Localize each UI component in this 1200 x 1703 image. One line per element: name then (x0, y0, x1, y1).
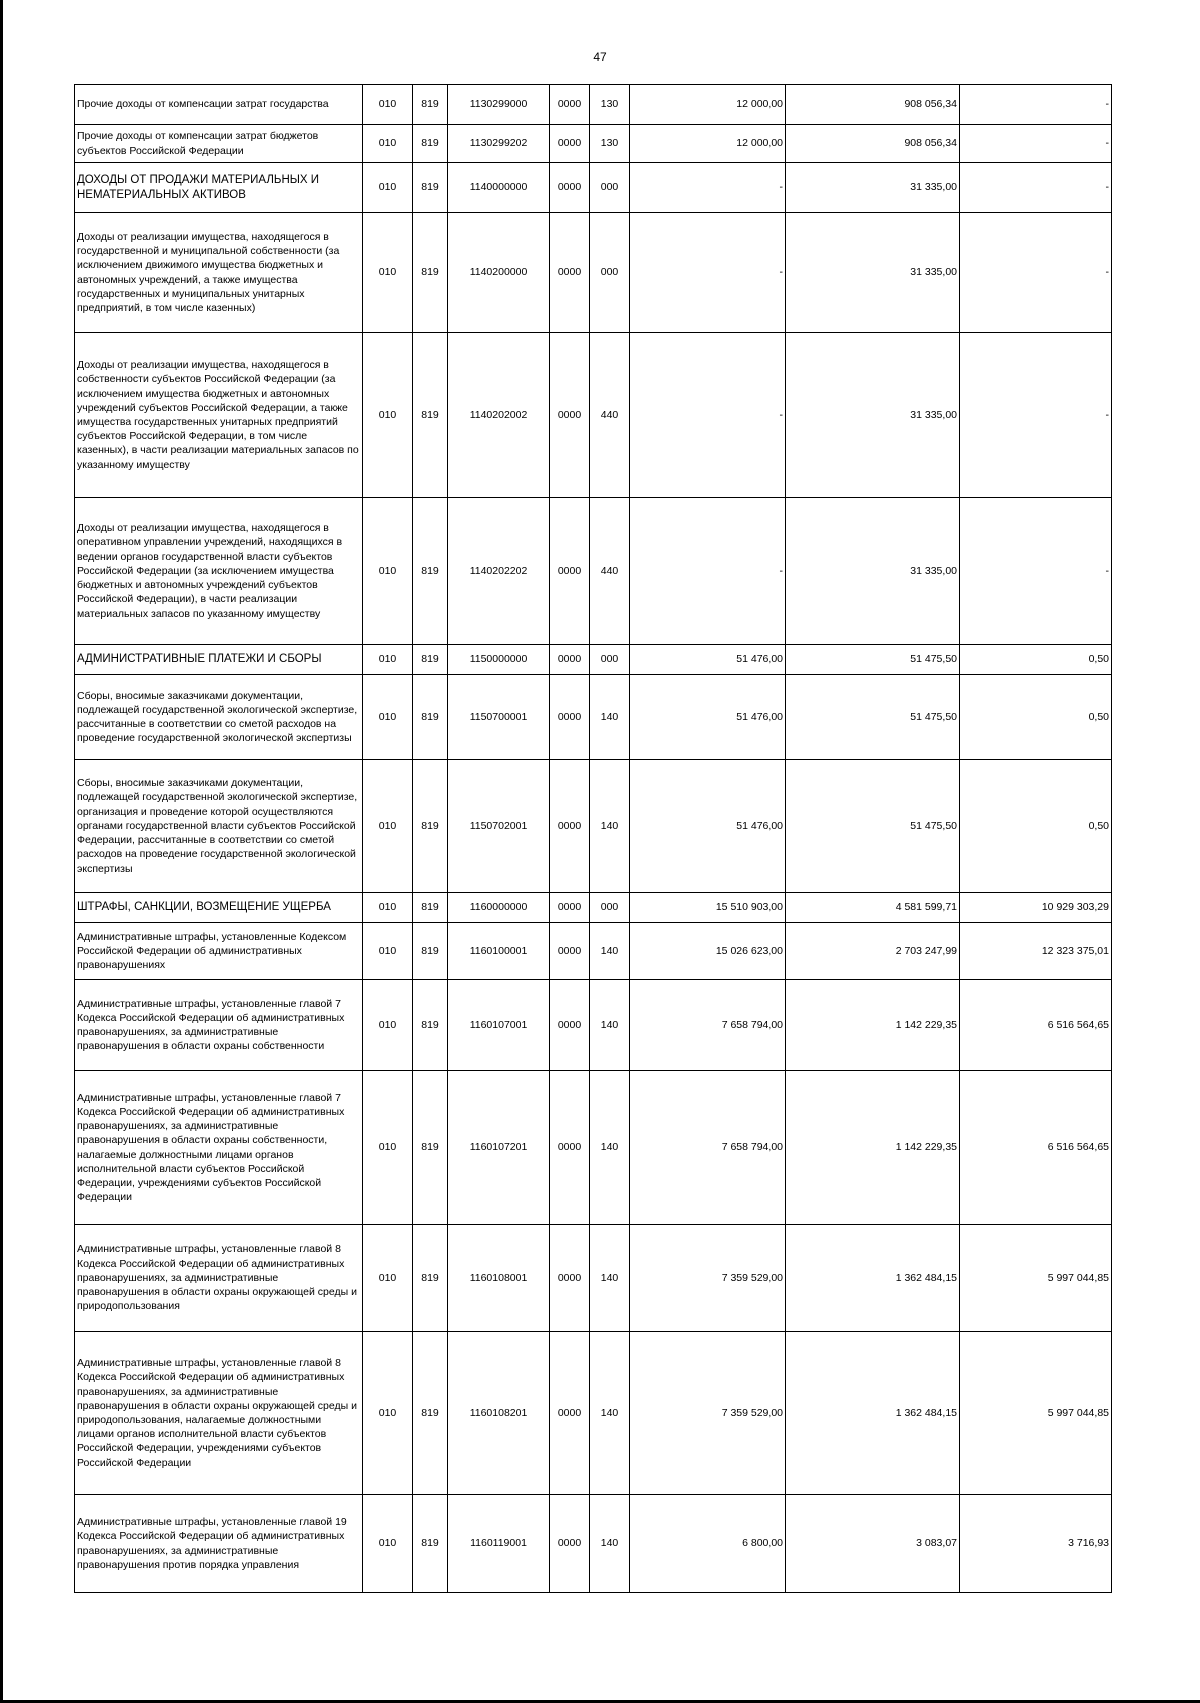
cell-name: Административные штрафы, установленные главой 8 Кодекса Российской Федерации об административных правонарушениях, за административные правонарушения в области охраны окружающей среды и природопользования, налагаемые должностными лицами органов исполнительной власти субъектов Российской Федерации, учреждениями субъектов Российской Федерации (75, 1332, 363, 1495)
cell-executed-value: 908 056,34 (786, 85, 960, 125)
table-row (75, 675, 1112, 760)
revenue-table (74, 84, 1112, 1593)
cell-name: Доходы от реализации имущества, находящегося в собственности субъектов Российской Федерации (за исключением имущества бюджетных и автономных учреждений субъектов Российской Федерации, а также имущества государственных унитарных предприятий субъектов Российской Федерации, в том числе казенных), в части реализации материальных запасов по указанному имуществу (75, 333, 363, 498)
table-row (75, 1071, 1112, 1225)
cell-unexecuted-value: 0,50 (960, 645, 1112, 675)
cell-name: Сборы, вносимые заказчиками документации, подлежащей государственной экологической экспертизе, организация и проведение которой осуществляются органами государственной власти субъектов Российской Федерации, рассчитанные в соответствии со сметой расходов на проведение государственной экологической экспертизы (75, 760, 363, 893)
cell-admin-code: 010 (363, 645, 413, 675)
cell-name: ДОХОДЫ ОТ ПРОДАЖИ МАТЕРИАЛЬНЫХ И НЕМАТЕРИАЛЬНЫХ АКТИВОВ (75, 163, 363, 213)
cell-kosgu-code: 000 (590, 645, 630, 675)
scan-edge-left (0, 0, 3, 1703)
cell-kbk-code: 1150000000 (448, 645, 550, 675)
cell-planned-value: 7 658 794,00 (630, 1071, 786, 1225)
cell-program-code: 0000 (550, 760, 590, 893)
cell-program-code: 0000 (550, 163, 590, 213)
cell-admin-code: 010 (363, 893, 413, 923)
cell-program-code: 0000 (550, 85, 590, 125)
cell-kosgu-code: 140 (590, 1071, 630, 1225)
cell-gradm-code: 819 (413, 760, 448, 893)
cell-planned-value: 51 476,00 (630, 760, 786, 893)
cell-executed-value: 908 056,34 (786, 125, 960, 163)
cell-gradm-code: 819 (413, 333, 448, 498)
cell-name: АДМИНИСТРАТИВНЫЕ ПЛАТЕЖИ И СБОРЫ (75, 645, 363, 675)
cell-gradm-code: 819 (413, 1332, 448, 1495)
cell-name: Административные штрафы, установленные главой 19 Кодекса Российской Федерации об административных правонарушениях, за административные правонарушения против порядка управления (75, 1495, 363, 1593)
cell-unexecuted-value: 0,50 (960, 675, 1112, 760)
cell-gradm-code: 819 (413, 1071, 448, 1225)
cell-unexecuted-value: 5 997 044,85 (960, 1332, 1112, 1495)
cell-program-code: 0000 (550, 675, 590, 760)
cell-kosgu-code: 130 (590, 85, 630, 125)
cell-name: Прочие доходы от компенсации затрат государства (75, 85, 363, 125)
cell-planned-value: 12 000,00 (630, 85, 786, 125)
cell-unexecuted-value: 6 516 564,65 (960, 980, 1112, 1071)
cell-unexecuted-value: - (960, 85, 1112, 125)
cell-kosgu-code: 440 (590, 498, 630, 645)
cell-kbk-code: 1140200000 (448, 213, 550, 333)
cell-gradm-code: 819 (413, 645, 448, 675)
cell-executed-value: 1 142 229,35 (786, 1071, 960, 1225)
cell-planned-value: 7 359 529,00 (630, 1225, 786, 1332)
cell-name: ШТРАФЫ, САНКЦИИ, ВОЗМЕЩЕНИЕ УЩЕРБА (75, 893, 363, 923)
cell-kbk-code: 1160107001 (448, 980, 550, 1071)
cell-executed-value: 51 475,50 (786, 675, 960, 760)
cell-unexecuted-value: 0,50 (960, 760, 1112, 893)
cell-program-code: 0000 (550, 125, 590, 163)
cell-gradm-code: 819 (413, 675, 448, 760)
cell-executed-value: 51 475,50 (786, 645, 960, 675)
table-body (75, 85, 1112, 1593)
cell-executed-value: 31 335,00 (786, 498, 960, 645)
cell-planned-value: 12 000,00 (630, 125, 786, 163)
cell-kosgu-code: 140 (590, 923, 630, 980)
cell-admin-code: 010 (363, 980, 413, 1071)
table-row (75, 645, 1112, 675)
cell-kosgu-code: 140 (590, 760, 630, 893)
cell-admin-code: 010 (363, 1071, 413, 1225)
table-row (75, 980, 1112, 1071)
page-number: 47 (593, 50, 607, 64)
cell-name: Доходы от реализации имущества, находящегося в государственной и муниципальной собственности (за исключением движимого имущества бюджетных и автономных учреждений, а также имущества государственных и муниципальных унитарных предприятий, в том числе казенных) (75, 213, 363, 333)
cell-executed-value: 31 335,00 (786, 333, 960, 498)
cell-gradm-code: 819 (413, 498, 448, 645)
table-row (75, 893, 1112, 923)
cell-program-code: 0000 (550, 923, 590, 980)
cell-kbk-code: 1150702001 (448, 760, 550, 893)
cell-executed-value: 1 362 484,15 (786, 1332, 960, 1495)
cell-kosgu-code: 000 (590, 893, 630, 923)
cell-kosgu-code: 140 (590, 675, 630, 760)
cell-gradm-code: 819 (413, 1225, 448, 1332)
cell-gradm-code: 819 (413, 125, 448, 163)
cell-kosgu-code: 140 (590, 980, 630, 1071)
cell-name: Доходы от реализации имущества, находящегося в оперативном управлении учреждений, находящихся в ведении органов государственной власти субъектов Российской Федерации (за исключением имущества бюджетных и автономных учреждений субъектов Российской Федерации), в части реализации материальных запасов по указанному имуществу (75, 498, 363, 645)
cell-admin-code: 010 (363, 333, 413, 498)
cell-unexecuted-value: - (960, 333, 1112, 498)
cell-program-code: 0000 (550, 645, 590, 675)
cell-planned-value: - (630, 163, 786, 213)
cell-name: Административные штрафы, установленные главой 7 Кодекса Российской Федерации об административных правонарушениях, за административные правонарушения в области охраны собственности, налагаемые должностными лицами органов исполнительной власти субъектов Российской Федерации, учреждениями субъектов Российской Федерации (75, 1071, 363, 1225)
cell-program-code: 0000 (550, 333, 590, 498)
cell-kosgu-code: 000 (590, 163, 630, 213)
cell-gradm-code: 819 (413, 163, 448, 213)
table-row (75, 213, 1112, 333)
table-row (75, 498, 1112, 645)
cell-admin-code: 010 (363, 163, 413, 213)
cell-gradm-code: 819 (413, 893, 448, 923)
cell-admin-code: 010 (363, 498, 413, 645)
cell-planned-value: 7 658 794,00 (630, 980, 786, 1071)
cell-kosgu-code: 130 (590, 125, 630, 163)
cell-unexecuted-value: - (960, 498, 1112, 645)
cell-executed-value: 2 703 247,99 (786, 923, 960, 980)
table-row (75, 125, 1112, 163)
cell-kbk-code: 1160119001 (448, 1495, 550, 1593)
cell-program-code: 0000 (550, 213, 590, 333)
cell-program-code: 0000 (550, 1071, 590, 1225)
cell-unexecuted-value: - (960, 125, 1112, 163)
cell-gradm-code: 819 (413, 980, 448, 1071)
cell-planned-value: 51 476,00 (630, 645, 786, 675)
cell-kosgu-code: 140 (590, 1332, 630, 1495)
cell-kbk-code: 1140202202 (448, 498, 550, 645)
table-row (75, 85, 1112, 125)
cell-kbk-code: 1140000000 (448, 163, 550, 213)
cell-admin-code: 010 (363, 125, 413, 163)
cell-planned-value: 15 026 623,00 (630, 923, 786, 980)
cell-name: Прочие доходы от компенсации затрат бюджетов субъектов Российской Федерации (75, 125, 363, 163)
cell-admin-code: 010 (363, 85, 413, 125)
cell-unexecuted-value: 5 997 044,85 (960, 1225, 1112, 1332)
cell-executed-value: 1 142 229,35 (786, 980, 960, 1071)
cell-kosgu-code: 140 (590, 1225, 630, 1332)
cell-kbk-code: 1160108001 (448, 1225, 550, 1332)
cell-kbk-code: 1130299202 (448, 125, 550, 163)
cell-unexecuted-value: 12 323 375,01 (960, 923, 1112, 980)
cell-program-code: 0000 (550, 1495, 590, 1593)
cell-kosgu-code: 440 (590, 333, 630, 498)
cell-kbk-code: 1160108201 (448, 1332, 550, 1495)
table-row (75, 163, 1112, 213)
cell-program-code: 0000 (550, 980, 590, 1071)
cell-name: Сборы, вносимые заказчиками документации, подлежащей государственной экологической экспертизе, рассчитанные в соответствии со сметой расходов на проведение государственной экологической экспертизы (75, 675, 363, 760)
cell-admin-code: 010 (363, 1225, 413, 1332)
table-row (75, 1332, 1112, 1495)
cell-kbk-code: 1160000000 (448, 893, 550, 923)
cell-planned-value: - (630, 213, 786, 333)
cell-planned-value: 6 800,00 (630, 1495, 786, 1593)
cell-executed-value: 1 362 484,15 (786, 1225, 960, 1332)
cell-executed-value: 3 083,07 (786, 1495, 960, 1593)
cell-executed-value: 31 335,00 (786, 163, 960, 213)
cell-planned-value: 51 476,00 (630, 675, 786, 760)
cell-executed-value: 4 581 599,71 (786, 893, 960, 923)
table-row (75, 1495, 1112, 1593)
cell-kosgu-code: 140 (590, 1495, 630, 1593)
cell-name: Административные штрафы, установленные главой 8 Кодекса Российской Федерации об административных правонарушениях, за административные правонарушения в области охраны окружающей среды и природопользования (75, 1225, 363, 1332)
table-row (75, 1225, 1112, 1332)
cell-admin-code: 010 (363, 1332, 413, 1495)
cell-kosgu-code: 000 (590, 213, 630, 333)
cell-gradm-code: 819 (413, 85, 448, 125)
cell-unexecuted-value: - (960, 213, 1112, 333)
cell-name: Административные штрафы, установленные главой 7 Кодекса Российской Федерации об административных правонарушениях, за административные правонарушения в области охраны собственности (75, 980, 363, 1071)
cell-executed-value: 51 475,50 (786, 760, 960, 893)
cell-kbk-code: 1160100001 (448, 923, 550, 980)
cell-planned-value: - (630, 498, 786, 645)
cell-name: Административные штрафы, установленные Кодексом Российской Федерации об административных правонарушениях (75, 923, 363, 980)
cell-unexecuted-value: - (960, 163, 1112, 213)
cell-kbk-code: 1140202002 (448, 333, 550, 498)
cell-admin-code: 010 (363, 675, 413, 760)
cell-kbk-code: 1160107201 (448, 1071, 550, 1225)
cell-program-code: 0000 (550, 498, 590, 645)
cell-admin-code: 010 (363, 760, 413, 893)
cell-admin-code: 010 (363, 923, 413, 980)
cell-gradm-code: 819 (413, 923, 448, 980)
cell-planned-value: 7 359 529,00 (630, 1332, 786, 1495)
cell-gradm-code: 819 (413, 1495, 448, 1593)
table-row (75, 333, 1112, 498)
cell-planned-value: - (630, 333, 786, 498)
cell-program-code: 0000 (550, 1332, 590, 1495)
cell-kbk-code: 1150700001 (448, 675, 550, 760)
cell-program-code: 0000 (550, 1225, 590, 1332)
cell-gradm-code: 819 (413, 213, 448, 333)
cell-admin-code: 010 (363, 1495, 413, 1593)
cell-unexecuted-value: 6 516 564,65 (960, 1071, 1112, 1225)
table-row (75, 923, 1112, 980)
table-row (75, 760, 1112, 893)
cell-executed-value: 31 335,00 (786, 213, 960, 333)
cell-program-code: 0000 (550, 893, 590, 923)
cell-unexecuted-value: 3 716,93 (960, 1495, 1112, 1593)
cell-planned-value: 15 510 903,00 (630, 893, 786, 923)
cell-unexecuted-value: 10 929 303,29 (960, 893, 1112, 923)
cell-admin-code: 010 (363, 213, 413, 333)
cell-kbk-code: 1130299000 (448, 85, 550, 125)
